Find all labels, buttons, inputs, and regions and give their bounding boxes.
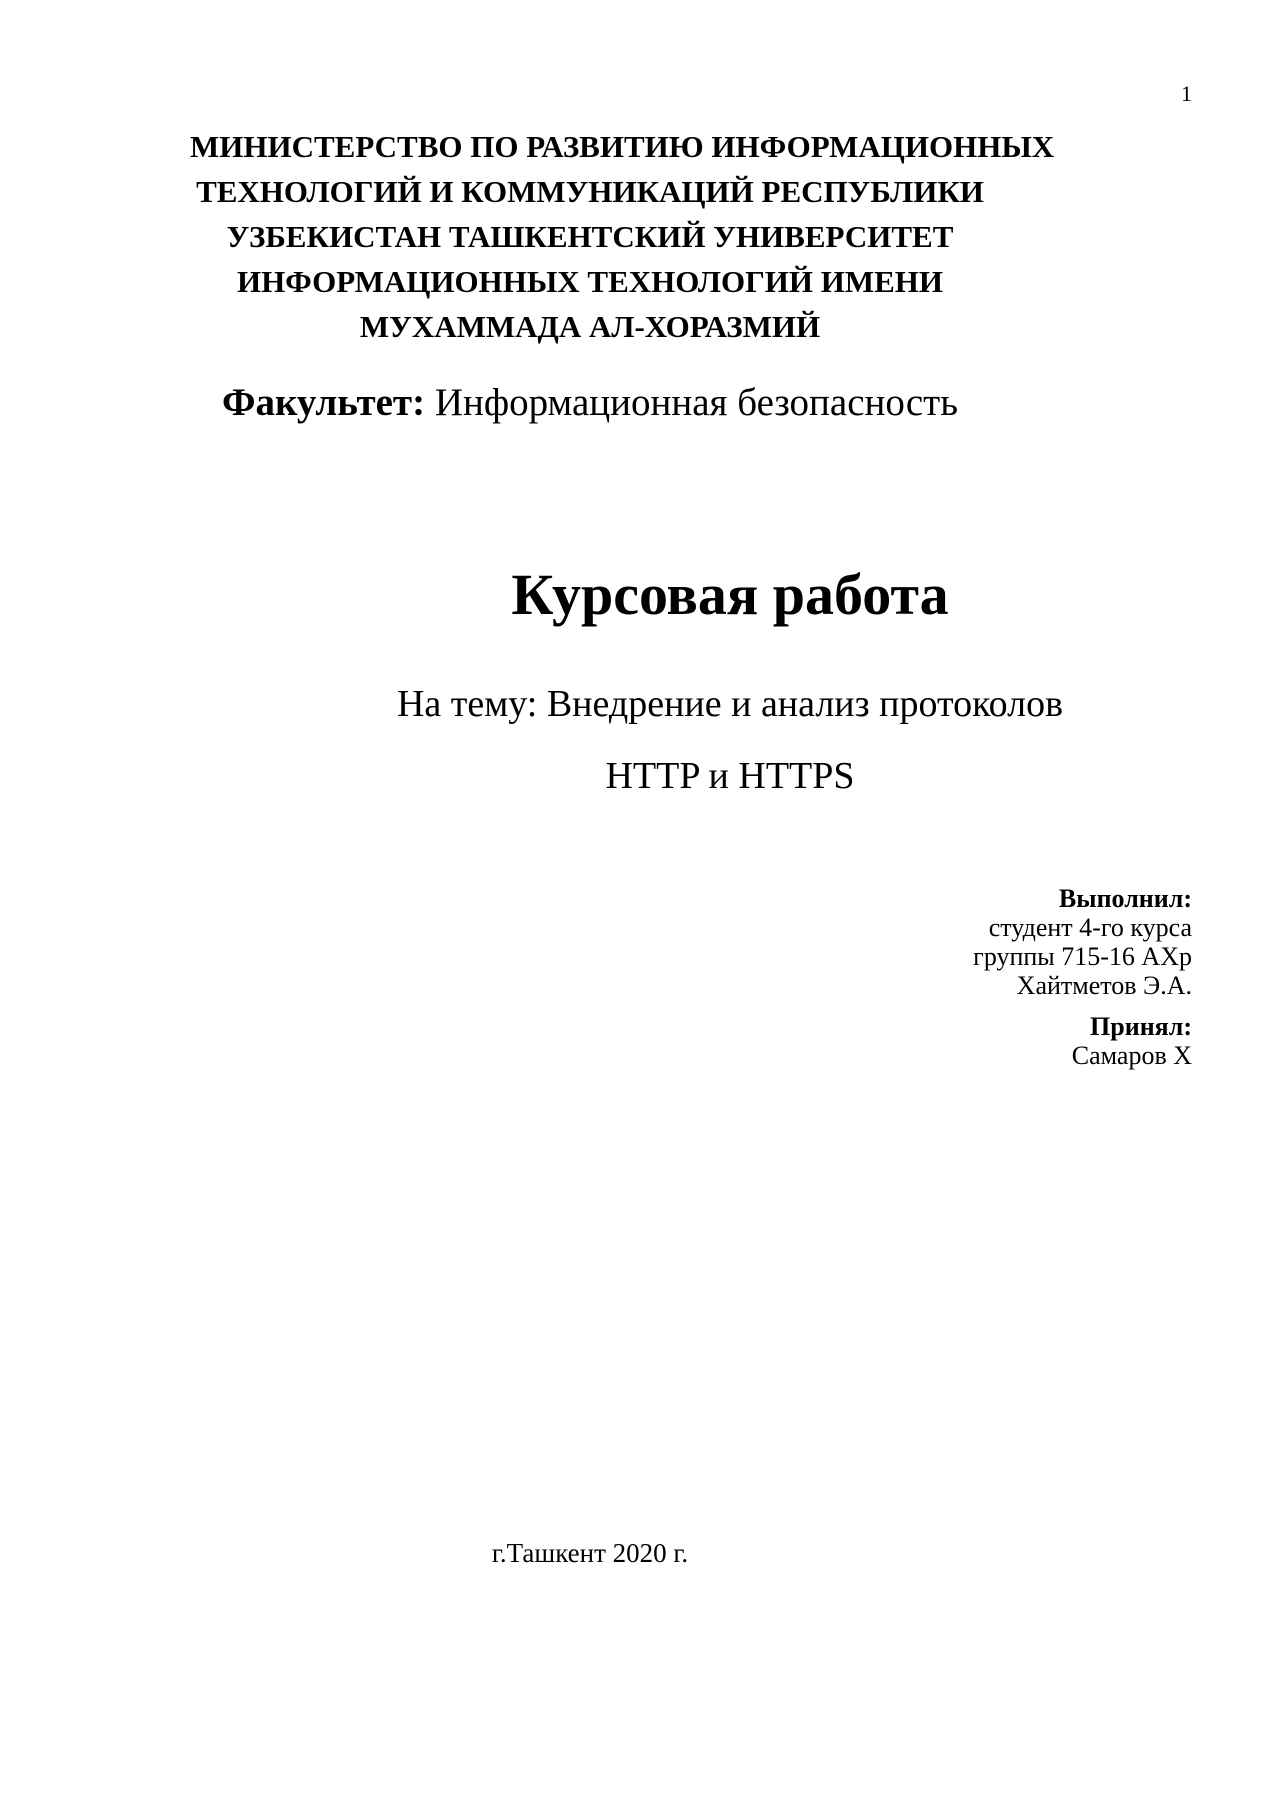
signature-block: [973, 884, 1192, 1070]
topic: [282, 668, 1178, 812]
topic-line: HTTP и HTTPS: [605, 755, 855, 797]
topic-line: На тему: Внедрение и анализ протоколов: [396, 683, 1064, 725]
document-type-title: Курсовая работа: [511, 562, 949, 627]
ministry-line: ИНФОРМАЦИОННЫХ ТЕХНОЛОГИЙ ИМЕНИ: [236, 264, 944, 299]
ministry-line: ТЕХНОЛОГИЙ И КОММУНИКАЦИЙ РЕСПУБЛИКИ: [196, 174, 984, 209]
ministry-line: МУХАММАДА АЛ-ХОРАЗМИЙ: [359, 309, 821, 344]
accepted-by-label: Принял:: [1090, 1012, 1192, 1041]
faculty-line: [190, 378, 990, 428]
ministry-line: УЗБЕКИСТАН ТАШКЕНТСКИЙ УНИВЕРСИТЕТ: [226, 219, 954, 254]
city-year: г.Ташкент 2020 г.: [491, 1538, 689, 1568]
performed-by-line: группы 715-16 AXp: [973, 942, 1192, 971]
page-number: 1: [1181, 81, 1192, 106]
performed-by-line: Хайтметов Э.А.: [1016, 971, 1192, 1000]
ministry-header: [190, 124, 1055, 349]
signature-spacer: [973, 1000, 1192, 1012]
faculty-value: Информационная безопасность: [434, 381, 958, 424]
faculty-label: Факультет:: [221, 381, 426, 424]
ministry-line: МИНИСТЕРСТВО ПО РАЗВИТИЮ ИНФОРМАЦИОННЫХ: [190, 129, 1055, 164]
performed-by-label: Выполнил:: [1058, 884, 1192, 913]
performed-by-line: студент 4-го курса: [988, 913, 1192, 942]
accepted-by-name: Самаров Х: [1071, 1041, 1192, 1070]
